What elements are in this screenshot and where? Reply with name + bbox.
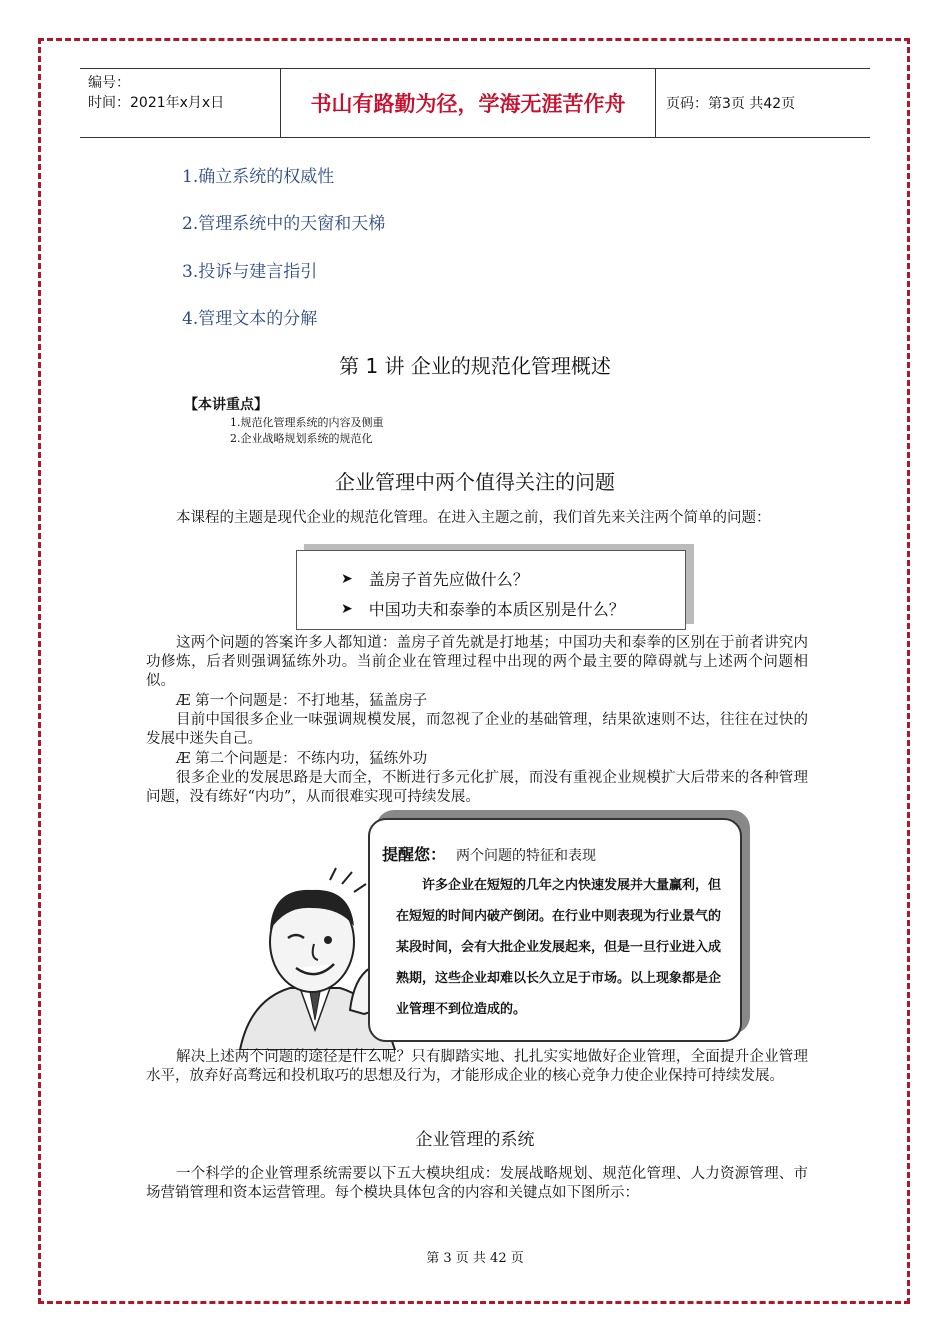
toc-item-2[interactable]: 2.管理系统中的天窗和天梯 — [182, 214, 386, 234]
key-point-1: 1.规范化管理系统的内容及侧重 — [230, 416, 384, 429]
toc-item-3[interactable]: 3.投诉与建言指引 — [182, 262, 318, 282]
section-title-system: 企业管理的系统 — [415, 1130, 535, 1150]
section-title-problems: 企业管理中两个值得关注的问题 — [335, 470, 615, 494]
problem-2-title: Æ 第二个问题是：不练内功，猛练外功 — [176, 751, 428, 767]
question-1 — [341, 567, 529, 590]
arrow-bullet-icon: ➤ — [341, 570, 353, 587]
solution-paragraph: 解决上述两个问题的途径是什么呢？只有脚踏实地、扎扎实实地做好企业管理，全面提升企业管理水平，放弃好高骛远和投机取巧的思想及行为，才能形成企业的核心竞争力使企业保持可持续发展。 — [146, 1049, 808, 1084]
toc-item-4[interactable]: 4.管理文本的分解 — [182, 309, 318, 329]
key-point-2: 2.企业战略规划系统的规范化 — [230, 432, 373, 445]
document-date: 时间：2021年x月x日 — [88, 95, 225, 111]
arrow-bullet-icon: ➤ — [341, 600, 353, 617]
question-1-text: 盖房子首先应做什么？ — [368, 570, 529, 589]
system-paragraph: 一个科学的企业管理系统需要以下五大模块组成：发展战略规划、规范化管理、人力资源管理、市场营销管理和资本运营管理。每个模块具体包含的内容和关键点如下图所示： — [146, 1166, 808, 1201]
intro-paragraph: 本课程的主题是现代企业的规范化管理。在进入主题之前，我们首先来关注两个简单的问题： — [176, 510, 771, 526]
lecture-title: 第 1 讲 企业的规范化管理概述 — [339, 354, 611, 378]
header-page-number: 页码：第3页 共42页 — [666, 96, 796, 112]
page-footer: 第 3 页 共 42 页 — [426, 1251, 524, 1266]
tip-subtitle: 两个问题的特征和表现 — [456, 848, 597, 864]
question-2 — [341, 597, 625, 620]
problem-1-title: Æ 第一个问题是：不打地基，猛盖房子 — [176, 693, 428, 709]
tip-body: 许多企业在短短的几年之内快速发展并大量赢利，但在短短的时间内破产倒闭。在行业中则表现为行业景气的某段时间，会有大批企业发展起来，但是一旦行业进入成熟期，这些企业却难以长久立足于市场。以上现象都是企业管理不到位造成的。 — [396, 878, 722, 1017]
tip-box — [368, 818, 742, 1042]
tip-label: 提醒您： — [382, 845, 447, 864]
question-2-text: 中国功夫和泰拳的本质区别是什么？ — [368, 600, 625, 619]
header-motto: 书山有路勤为径，学海无涯苦作舟 — [281, 69, 656, 137]
document-number: 编号： — [88, 75, 130, 91]
page-header — [80, 68, 870, 138]
key-points-title: 【本讲重点】 — [184, 397, 268, 413]
problem-2-text: 很多企业的发展思路是大而全，不断进行多元化扩展，而没有重视企业规模扩大后带来的各种管理问题，没有练好“内功”，从而很难实现可持续发展。 — [146, 770, 808, 805]
answer-paragraph: 这两个问题的答案许多人都知道：盖房子首先就是打地基；中国功夫和泰拳的区别在于前者讲究内功修炼，后者则强调猛练外功。当前企业在管理过程中出现的两个最主要的障碍就与上述两个问题相似。 — [146, 635, 808, 689]
questions-box — [296, 550, 686, 630]
header-left — [80, 69, 281, 137]
tip-heading — [382, 842, 596, 865]
problem-1-text: 目前中国很多企业一味强调规模发展，而忽视了企业的基础管理，结果欲速则不达，往往在过快的发展中迷失自己。 — [146, 712, 808, 747]
toc-item-1[interactable]: 1.确立系统的权威性 — [182, 167, 335, 187]
